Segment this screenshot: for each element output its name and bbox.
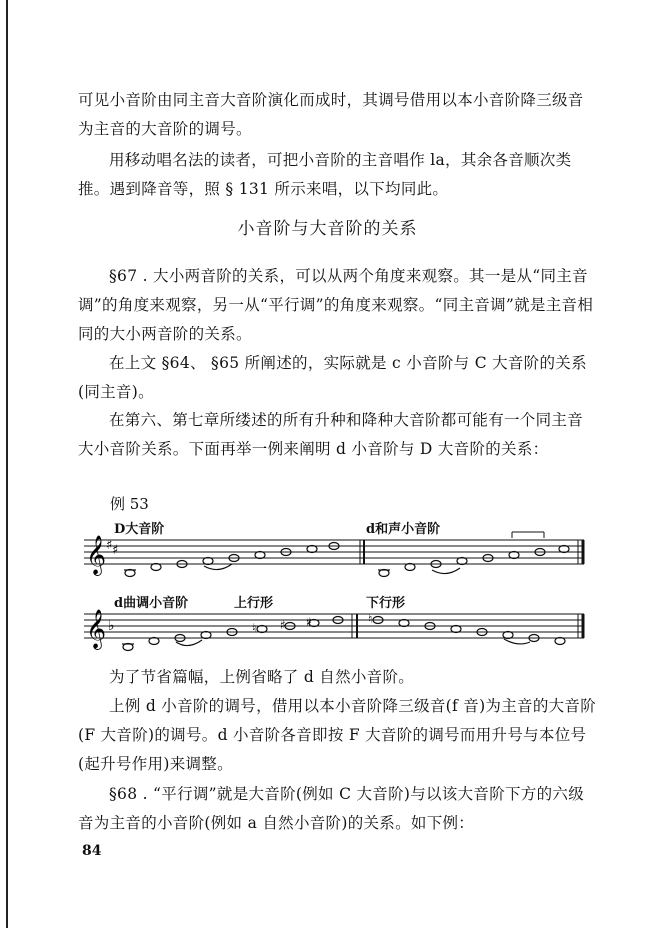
paragraph-68: §68 . “平行调”就是大音阶(例如 C 大音阶)与以该大音阶下方的六级音为主音的小音阶(例如 a 自然小音阶)的关系。如下例： — [78, 785, 585, 832]
staff2-right-label: 下行形 — [366, 596, 406, 611]
paragraph-2: 用移动唱名法的读者，可把小音阶的主音唱作 la，其余各音顺次类推。遇到降音等，照 § 131 所示来唱，以下均同此。 — [78, 151, 572, 198]
page-edge-rule — [6, 0, 8, 928]
svg-text:♮: ♮ — [368, 612, 373, 626]
svg-text:♮: ♮ — [252, 621, 257, 635]
paragraph-67: §67 . 大小两音阶的关系，可以从两个角度来观察。其一是从“同主音调”的角度来观察，另一从“平行调”的角度来观察。“同主音调”就是主音相同的大小两音阶的关系。 — [78, 267, 594, 343]
svg-text:♯: ♯ — [280, 618, 286, 632]
flat-icon: ♭ — [108, 618, 115, 634]
paragraph-5: 在第六、第七章所缕述的所有升种和降种大音阶都可能有一个同主音大小音阶关系。下面再举一例来阐明 d 小音阶与 D 大音阶的关系： — [78, 411, 584, 458]
staff2-left-label: d曲调小音阶 — [114, 596, 189, 611]
staff1-notation — [84, 516, 604, 586]
sharp-icon: ♯ — [106, 538, 113, 553]
staff2-middle-label: 上行形 — [234, 596, 274, 611]
treble-clef-icon: 𝄞 — [86, 609, 107, 649]
sharp-icon: ♯ — [112, 543, 119, 558]
staff1-notes — [124, 543, 569, 577]
svg-text:♯: ♯ — [306, 615, 312, 629]
section-heading: 小音阶与大音阶的关系 — [237, 219, 418, 239]
staff2-notes — [122, 617, 565, 651]
music-staff-1 — [84, 516, 604, 586]
staff1-left-label: D大音阶 — [114, 522, 165, 537]
page-number: 84 — [82, 843, 102, 859]
paragraph-4: 在上文 §64、 §65 所阐述的，实际就是 c 小音阶与 C 大音阶的关系(同主音)。 — [78, 354, 587, 401]
treble-clef-icon: 𝄞 — [86, 535, 107, 575]
staff1-right-label: d和声小音阶 — [366, 522, 441, 537]
paragraph-1: 可见小音阶由同主音大音阶演化而成时，其调号借用以本小音阶降三级音为主音的大音阶的调号。 — [78, 91, 584, 138]
staff2-notation — [84, 590, 604, 660]
music-staff-2 — [84, 590, 604, 660]
example-label: 例 53 — [110, 495, 149, 513]
paragraph-6: 为了节省篇幅，上例省略了 d 自然小音阶。 — [109, 668, 415, 686]
paragraph-7: 上例 d 小音阶的调号，借用以本小音阶降三级音(f 音)为主音的大音阶(F 大音阶)的调号。d 小音阶各音即按 F 大音阶的调号而用升号与本位号(起升号作用)来调整。 — [78, 697, 597, 773]
